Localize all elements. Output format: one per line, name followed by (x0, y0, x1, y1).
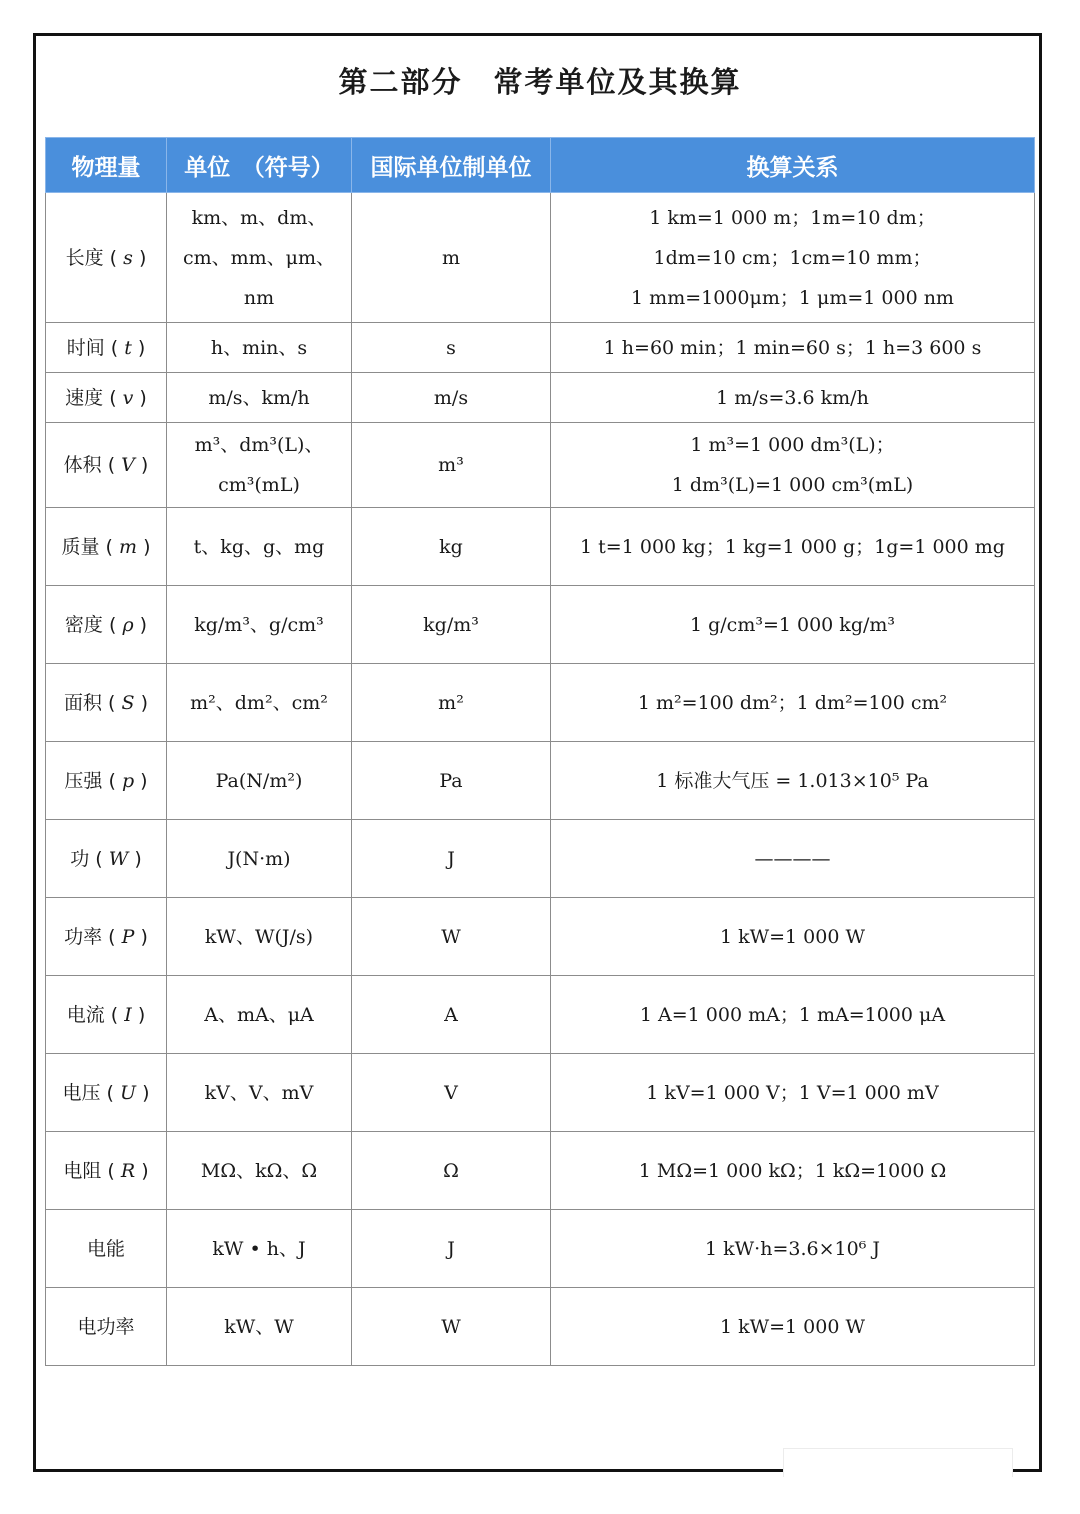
unit-line: h、min、s (210, 336, 308, 359)
table-row (46, 586, 1035, 664)
conversion-line: 1 kW=1 000 W (719, 1315, 866, 1338)
quantity-name: 体积 (63, 454, 102, 476)
table-row (46, 664, 1035, 742)
quantity-symbol: U (120, 1081, 137, 1104)
header-unit: 单位 （符号） (167, 138, 352, 193)
si-unit-cell: W (352, 1288, 551, 1366)
conversion-line: 1 m²=100 dm²；1 dm²=100 cm² (637, 691, 948, 714)
si-unit-cell: m (352, 193, 551, 323)
quantity-symbol: t (124, 336, 132, 359)
unit-line: nm (243, 286, 275, 309)
quantity-symbol: W (108, 847, 129, 870)
unit-cell (167, 323, 352, 373)
quantity-name: 时间 (66, 336, 105, 359)
conversion-cell (551, 193, 1035, 323)
conversion-line: 1 km=1 000 m；1m=10 dm； (649, 206, 936, 229)
table-row (46, 898, 1035, 976)
conversion-line: 1 m/s=3.6 km/h (716, 386, 869, 409)
table-header-row (46, 138, 1035, 193)
table-row (46, 976, 1035, 1054)
unit-cell (167, 820, 352, 898)
quantity-name: 电流 (66, 1003, 105, 1026)
quantity-symbol: m (119, 535, 138, 558)
si-unit-cell: J (352, 820, 551, 898)
si-unit-cell: m² (352, 664, 551, 742)
quantity-name: 电阻 (63, 1159, 102, 1182)
table-row (46, 1288, 1035, 1366)
unit-line: MΩ、kΩ、Ω (200, 1159, 318, 1182)
unit-line: m³、dm³(L)、 (194, 434, 324, 456)
unit-line: kg/m³、g/cm³ (194, 613, 324, 636)
table-body (46, 193, 1035, 1366)
unit-cell (167, 586, 352, 664)
si-unit-cell: kg/m³ (352, 586, 551, 664)
unit-line: m/s、km/h (208, 386, 310, 409)
quantity-name: 电功率 (77, 1315, 135, 1338)
quantity-symbol: P (121, 925, 135, 948)
conversion-line: 1 标准大气压 = 1.013×10⁵ Pa (656, 769, 929, 792)
quantity-cell: 功 ( W ) (46, 820, 167, 898)
conversion-cell (551, 664, 1035, 742)
page-title: 第二部分 常考单位及其换算 (338, 65, 742, 99)
quantity-cell: 体积 ( V ) (46, 423, 167, 508)
table-row (46, 1210, 1035, 1288)
quantity-cell (46, 1210, 167, 1288)
unit-cell (167, 664, 352, 742)
quantity-cell: 长度 ( s ) (46, 193, 167, 323)
unit-line: m²、dm²、cm² (190, 691, 328, 714)
conversion-cell (551, 1288, 1035, 1366)
unit-cell (167, 508, 352, 586)
quantity-name: 电能 (86, 1237, 125, 1260)
unit-cell (167, 193, 352, 323)
table-row (46, 193, 1035, 323)
quantity-symbol: S (121, 691, 135, 714)
quantity-cell (46, 1288, 167, 1366)
table-row (46, 1054, 1035, 1132)
quantity-symbol: I (124, 1003, 132, 1026)
si-unit-cell: s (352, 323, 551, 373)
quantity-cell: 时间 ( t ) (46, 323, 167, 373)
conversion-line: ———— (754, 847, 831, 870)
unit-line: cm³(mL) (218, 474, 300, 496)
unit-cell (167, 1132, 352, 1210)
unit-line: km、m、dm、 (191, 206, 327, 229)
conversion-cell (551, 976, 1035, 1054)
unit-line: kW • h、J (212, 1237, 306, 1260)
table-row (46, 423, 1035, 508)
si-unit-cell: m³ (352, 423, 551, 508)
table-row (46, 373, 1035, 423)
conversion-cell (551, 373, 1035, 423)
header-si-unit: 国际单位制单位 (352, 138, 551, 193)
conversion-cell (551, 1054, 1035, 1132)
si-unit-cell: Pa (352, 742, 551, 820)
unit-cell (167, 1210, 352, 1288)
unit-cell (167, 373, 352, 423)
quantity-cell: 密度 ( ρ ) (46, 586, 167, 664)
quantity-symbol: V (121, 454, 135, 476)
unit-line: kW、W(J/s) (204, 925, 314, 948)
quantity-cell: 电流 ( I ) (46, 976, 167, 1054)
quantity-symbol: ρ (122, 613, 134, 636)
conversion-line: 1 t=1 000 kg；1 kg=1 000 g；1g=1 000 mg (580, 535, 1005, 558)
quantity-cell: 电阻 ( R ) (46, 1132, 167, 1210)
conversion-line: 1 g/cm³=1 000 kg/m³ (689, 613, 896, 636)
si-unit-cell: W (352, 898, 551, 976)
conversion-line: 1dm=10 cm；1cm=10 mm； (653, 246, 932, 269)
header-quantity: 物理量 (46, 138, 167, 193)
si-unit-cell: J (352, 1210, 551, 1288)
header-conversion: 换算关系 (551, 138, 1035, 193)
table-row (46, 508, 1035, 586)
unit-conversion-table (45, 137, 1035, 1366)
quantity-symbol: R (120, 1159, 136, 1182)
conversion-line: 1 kV=1 000 V；1 V=1 000 mV (646, 1081, 939, 1104)
unit-cell (167, 423, 352, 508)
quantity-name: 长度 (65, 246, 104, 269)
conversion-line: 1 m³=1 000 dm³(L)； (690, 434, 895, 456)
quantity-cell: 速度 ( v ) (46, 373, 167, 423)
si-unit-cell: m/s (352, 373, 551, 423)
conversion-cell (551, 508, 1035, 586)
quantity-cell: 质量 ( m ) (46, 508, 167, 586)
quantity-cell: 面积 ( S ) (46, 664, 167, 742)
si-unit-cell: Ω (352, 1132, 551, 1210)
conversion-cell (551, 586, 1035, 664)
quantity-symbol: p (121, 769, 135, 792)
conversion-cell (551, 1210, 1035, 1288)
table-row (46, 742, 1035, 820)
quantity-symbol: s (123, 246, 133, 269)
quantity-name: 电压 (62, 1081, 101, 1104)
conversion-line: 1 kW·h=3.6×10⁶ J (705, 1237, 880, 1260)
table-row (46, 1132, 1035, 1210)
unit-cell (167, 898, 352, 976)
quantity-name: 质量 (61, 535, 100, 558)
quantity-name: 面积 (64, 691, 103, 714)
quantity-name: 密度 (64, 613, 103, 636)
table-row (46, 820, 1035, 898)
unit-line: kV、V、mV (204, 1081, 314, 1104)
corner-mark (783, 1448, 1013, 1477)
conversion-cell (551, 323, 1035, 373)
table-row (46, 323, 1035, 373)
unit-line: t、kg、g、mg (193, 535, 325, 558)
conversion-cell (551, 820, 1035, 898)
unit-line: kW、W (224, 1315, 294, 1338)
si-unit-cell: kg (352, 508, 551, 586)
quantity-cell: 压强 ( p ) (46, 742, 167, 820)
unit-line: cm、mm、μm、 (182, 246, 336, 269)
conversion-line: 1 mm=1000μm；1 μm=1 000 nm (631, 286, 954, 309)
quantity-name: 速度 (65, 386, 104, 409)
quantity-name: 功率 (64, 925, 103, 948)
conversion-line: 1 MΩ=1 000 kΩ；1 kΩ=1000 Ω (638, 1159, 947, 1182)
si-unit-cell: V (352, 1054, 551, 1132)
unit-cell (167, 1054, 352, 1132)
quantity-symbol: v (122, 386, 134, 409)
conversion-line: 1 dm³(L)=1 000 cm³(mL) (671, 474, 914, 496)
unit-line: Pa(N/m²) (215, 769, 303, 792)
conversion-cell (551, 1132, 1035, 1210)
quantity-name: 压强 (64, 769, 103, 792)
unit-line: A、mA、μA (204, 1003, 314, 1026)
unit-cell (167, 742, 352, 820)
unit-cell (167, 1288, 352, 1366)
unit-cell (167, 976, 352, 1054)
quantity-cell: 功率 ( P ) (46, 898, 167, 976)
si-unit-cell: A (352, 976, 551, 1054)
conversion-cell (551, 742, 1035, 820)
unit-line: J(N·m) (227, 847, 291, 870)
conversion-cell (551, 898, 1035, 976)
conversion-line: 1 A=1 000 mA；1 mA=1000 μA (639, 1003, 946, 1026)
quantity-name: 功 (70, 847, 90, 870)
conversion-line: 1 kW=1 000 W (719, 925, 866, 948)
conversion-cell (551, 423, 1035, 508)
quantity-cell: 电压 ( U ) (46, 1054, 167, 1132)
conversion-line: 1 h=60 min；1 min=60 s；1 h=3 600 s (603, 336, 982, 359)
